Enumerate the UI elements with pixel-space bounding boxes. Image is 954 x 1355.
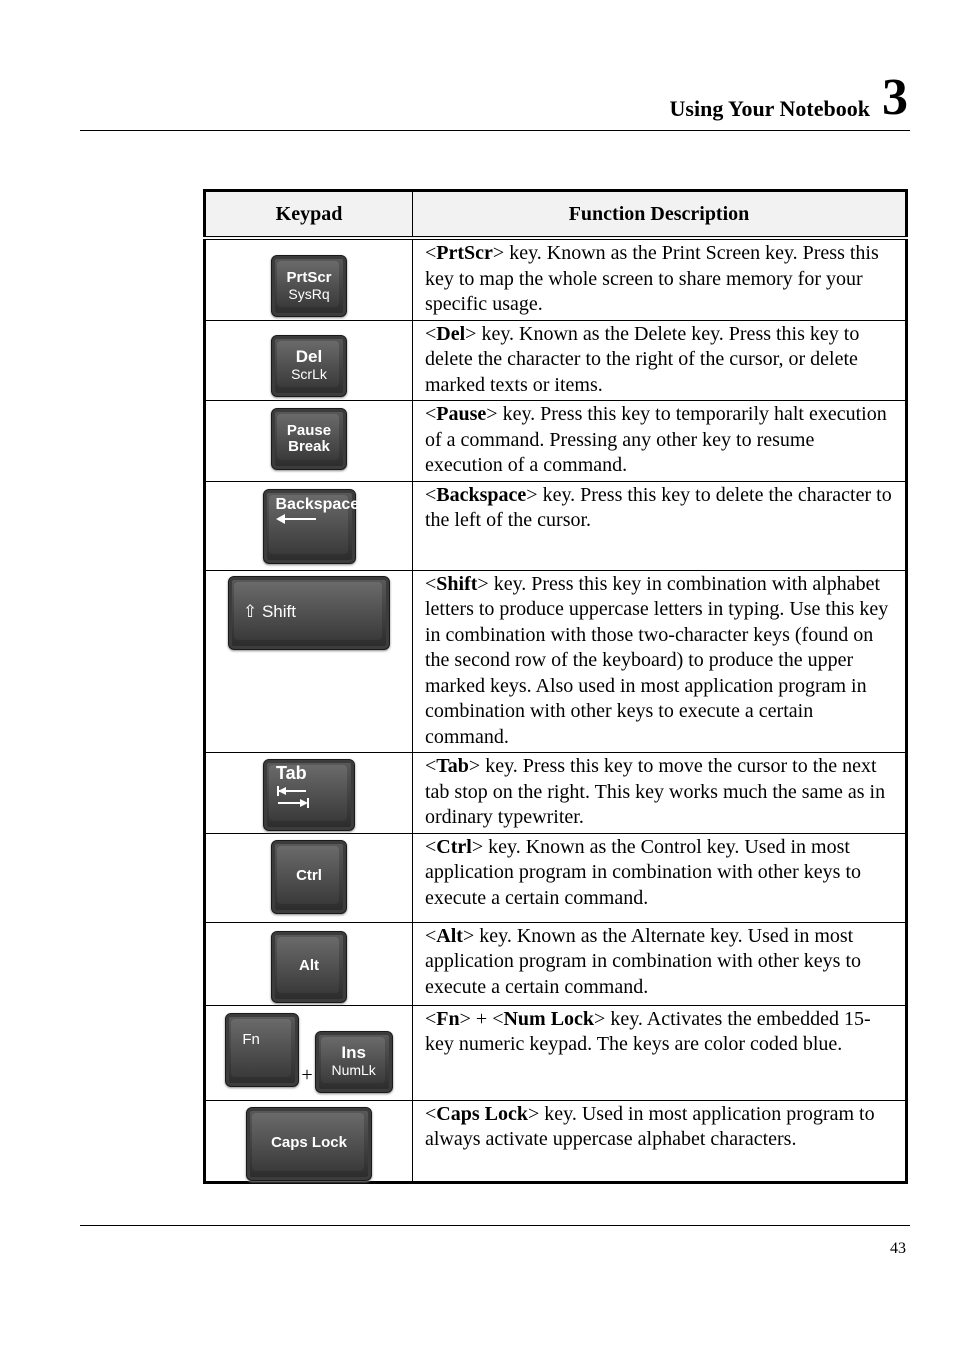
table-row [205,833,907,922]
shift-arrow-icon: ⇧ [243,602,262,622]
table-header-row [205,191,907,239]
plus-sign: + [301,1063,313,1086]
table-row [205,1100,907,1182]
prtscr-key-image: PrtScr SysRq [271,255,347,317]
header-title: Using Your Notebook [669,96,870,121]
column-header-function: Function Description [413,191,907,239]
description-cell: <Pause> key. Press this key to temporarily halt execution of a command. Pressing any other key to resume execution of a command. [413,401,907,482]
page-number: 43 [890,1240,906,1257]
table-row [205,753,907,834]
description-cell: <Fn> + <Num Lock> key. Activates the embedded 15-key numeric keypad. The keys are color coded blue. [413,1005,907,1100]
table-row [205,1005,907,1100]
caps-lock-key-image: Caps Lock [246,1107,372,1181]
pause-key-image: Pause Break [271,408,347,470]
del-key-image: Del ScrLk [271,335,347,397]
table-row [205,481,907,570]
table-row [205,320,907,401]
chapter-number: 3 [882,69,908,126]
fn-key-image: Fn [225,1013,299,1087]
alt-key-image: Alt [271,931,347,1003]
ctrl-key-image: Ctrl [271,840,347,914]
table-row [205,238,907,320]
description-cell: <Del> key. Known as the Delete key. Press this key to delete the character to the right of the cursor, or delete marked texts or items. [413,320,907,401]
tab-key-image: Tab [263,759,355,831]
ins-numlk-key-image: Ins NumLk [315,1031,393,1093]
description-cell: <Backspace> key. Press this key to delete the character to the left of the cursor. [413,481,907,570]
keypad-table [203,189,908,1184]
footer-divider [80,1225,910,1226]
description-cell: <Shift> key. Press this key in combination with alphabet letters to produce uppercase letters in typing. Use this key in combination with those two-character keys (found on the second row of the keyboard) to produce the upper marked keys. Also used in most application program in combination with other keys to execute a certain command. [413,570,907,753]
description-cell: <Tab> key. Press this key to move the cursor to the next tab stop on the right. This key works much the same as in ordinary typewriter. [413,753,907,834]
table-row [205,922,907,1005]
description-cell: <Ctrl> key. Known as the Control key. Used in most application program in combination with other keys to execute a certain command. [413,833,907,922]
description-cell: <PrtScr> key. Known as the Print Screen key. Press this key to map the whole screen to share memory for your specific usage. [413,238,907,320]
description-cell: <Caps Lock> key. Used in most application program to always activate uppercase alphabet characters. [413,1100,907,1182]
tab-arrows-icon [276,784,310,810]
column-header-keypad: Keypad [205,191,413,239]
table-row [205,570,907,753]
shift-key-image: ⇧ Shift [228,576,390,650]
page-header [80,70,910,131]
backspace-key-image: Backspace [263,489,356,564]
description-cell: <Alt> key. Known as the Alternate key. Used in most application program in combination with other keys to execute a certain command. [413,922,907,1005]
table-row [205,401,907,482]
left-arrow-icon [276,513,318,525]
